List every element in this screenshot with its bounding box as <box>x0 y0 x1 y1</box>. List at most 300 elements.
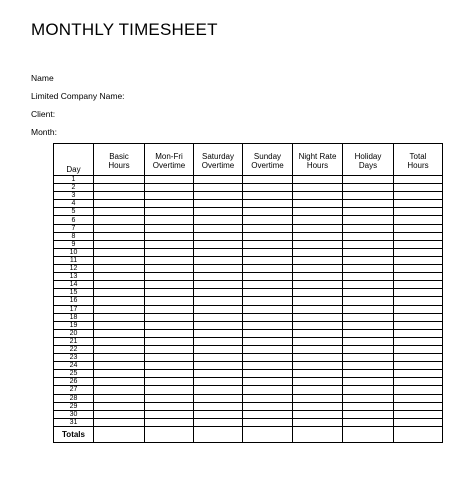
table-row <box>54 200 443 208</box>
entry-cell[interactable] <box>243 176 293 184</box>
entry-cell[interactable] <box>94 232 145 240</box>
entry-cell[interactable] <box>293 297 343 305</box>
entry-cell[interactable] <box>94 256 145 264</box>
entry-cell[interactable] <box>194 297 243 305</box>
entry-cell[interactable] <box>94 354 145 362</box>
entry-cell[interactable] <box>94 313 145 321</box>
entry-cell[interactable] <box>94 418 145 426</box>
entry-cell[interactable] <box>394 297 443 305</box>
entry-cell[interactable] <box>145 248 194 256</box>
entry-cell[interactable] <box>94 216 145 224</box>
entry-cell[interactable] <box>343 410 394 418</box>
entry-cell[interactable] <box>194 386 243 394</box>
entry-cell[interactable] <box>394 248 443 256</box>
entry-cell[interactable] <box>343 370 394 378</box>
entry-cell[interactable] <box>194 200 243 208</box>
entry-cell[interactable] <box>243 329 293 337</box>
table-row <box>54 337 443 345</box>
col-header-holiday-days: Holiday Days <box>343 144 394 176</box>
entry-cell[interactable] <box>145 184 194 192</box>
total-cell[interactable] <box>194 426 243 442</box>
entry-cell[interactable] <box>243 289 293 297</box>
entry-cell[interactable] <box>94 410 145 418</box>
entry-cell[interactable] <box>293 289 343 297</box>
entry-cell[interactable] <box>243 248 293 256</box>
entry-cell[interactable] <box>293 313 343 321</box>
entry-cell[interactable] <box>94 297 145 305</box>
entry-cell[interactable] <box>194 248 243 256</box>
entry-cell[interactable] <box>343 337 394 345</box>
entry-cell[interactable] <box>243 273 293 281</box>
entry-cell[interactable] <box>94 329 145 337</box>
entry-cell[interactable] <box>394 273 443 281</box>
entry-cell[interactable] <box>343 265 394 273</box>
table-row <box>54 410 443 418</box>
totals-label: Totals <box>54 426 94 442</box>
day-number: 21 <box>54 337 94 345</box>
entry-cell[interactable] <box>94 394 145 402</box>
entry-cell[interactable] <box>194 378 243 386</box>
entry-cell[interactable] <box>293 402 343 410</box>
entry-cell[interactable] <box>243 192 293 200</box>
entry-cell[interactable] <box>293 200 343 208</box>
total-cell[interactable] <box>243 426 293 442</box>
entry-cell[interactable] <box>194 313 243 321</box>
entry-cell[interactable] <box>394 305 443 313</box>
table-row <box>54 240 443 248</box>
entry-cell[interactable] <box>243 418 293 426</box>
table-row <box>54 313 443 321</box>
day-number: 7 <box>54 224 94 232</box>
entry-cell[interactable] <box>94 362 145 370</box>
table-row <box>54 305 443 313</box>
name-label: Name <box>31 73 54 83</box>
entry-cell[interactable] <box>243 394 293 402</box>
entry-cell[interactable] <box>293 418 343 426</box>
entry-cell[interactable] <box>293 273 343 281</box>
entry-cell[interactable] <box>394 289 443 297</box>
timesheet-table <box>53 143 443 443</box>
entry-cell[interactable] <box>145 394 194 402</box>
entry-cell[interactable] <box>293 410 343 418</box>
entry-cell[interactable] <box>293 184 343 192</box>
entry-cell[interactable] <box>394 337 443 345</box>
entry-cell[interactable] <box>293 370 343 378</box>
entry-cell[interactable] <box>394 200 443 208</box>
entry-cell[interactable] <box>145 386 194 394</box>
total-cell[interactable] <box>394 426 443 442</box>
entry-cell[interactable] <box>243 297 293 305</box>
entry-cell[interactable] <box>145 232 194 240</box>
entry-cell[interactable] <box>394 208 443 216</box>
entry-cell[interactable] <box>293 256 343 264</box>
entry-cell[interactable] <box>343 354 394 362</box>
entry-cell[interactable] <box>194 337 243 345</box>
entry-cell[interactable] <box>343 273 394 281</box>
entry-cell[interactable] <box>394 386 443 394</box>
total-cell[interactable] <box>94 426 145 442</box>
total-cell[interactable] <box>293 426 343 442</box>
day-number: 16 <box>54 297 94 305</box>
table-row <box>54 289 443 297</box>
entry-cell[interactable] <box>243 313 293 321</box>
entry-cell[interactable] <box>343 176 394 184</box>
entry-cell[interactable] <box>94 305 145 313</box>
day-number: 1 <box>54 176 94 184</box>
entry-cell[interactable] <box>145 297 194 305</box>
entry-cell[interactable] <box>343 232 394 240</box>
entry-cell[interactable] <box>145 329 194 337</box>
entry-cell[interactable] <box>194 289 243 297</box>
entry-cell[interactable] <box>145 281 194 289</box>
entry-cell[interactable] <box>94 345 145 353</box>
table-row <box>54 378 443 386</box>
entry-cell[interactable] <box>194 305 243 313</box>
entry-cell[interactable] <box>243 240 293 248</box>
entry-cell[interactable] <box>194 321 243 329</box>
entry-cell[interactable] <box>145 305 194 313</box>
entry-cell[interactable] <box>94 208 145 216</box>
month-label: Month: <box>31 127 57 137</box>
table-row <box>54 321 443 329</box>
day-number: 23 <box>54 354 94 362</box>
entry-cell[interactable] <box>145 418 194 426</box>
entry-cell[interactable] <box>145 273 194 281</box>
day-number: 26 <box>54 378 94 386</box>
entry-cell[interactable] <box>94 192 145 200</box>
entry-cell[interactable] <box>194 329 243 337</box>
day-number: 28 <box>54 394 94 402</box>
table-row <box>54 224 443 232</box>
col-header-basic-hours: Basic Hours <box>94 144 145 176</box>
entry-cell[interactable] <box>243 321 293 329</box>
day-number: 13 <box>54 273 94 281</box>
entry-cell[interactable] <box>243 224 293 232</box>
day-number: 9 <box>54 240 94 248</box>
entry-cell[interactable] <box>394 402 443 410</box>
entry-cell[interactable] <box>394 216 443 224</box>
table-row <box>54 297 443 305</box>
table-row <box>54 176 443 184</box>
table-row <box>54 362 443 370</box>
table-row <box>54 192 443 200</box>
day-number: 24 <box>54 362 94 370</box>
entry-cell[interactable] <box>394 394 443 402</box>
table-row <box>54 386 443 394</box>
entry-cell[interactable] <box>94 176 145 184</box>
entry-cell[interactable] <box>145 410 194 418</box>
entry-cell[interactable] <box>145 378 194 386</box>
table-row <box>54 281 443 289</box>
entry-cell[interactable] <box>343 321 394 329</box>
entry-cell[interactable] <box>394 370 443 378</box>
entry-cell[interactable] <box>194 281 243 289</box>
entry-cell[interactable] <box>293 362 343 370</box>
entry-cell[interactable] <box>343 208 394 216</box>
entry-cell[interactable] <box>293 232 343 240</box>
entry-cell[interactable] <box>343 192 394 200</box>
entry-cell[interactable] <box>243 337 293 345</box>
table-row <box>54 329 443 337</box>
entry-cell[interactable] <box>343 184 394 192</box>
entry-cell[interactable] <box>293 329 343 337</box>
entry-cell[interactable] <box>343 248 394 256</box>
entry-cell[interactable] <box>343 362 394 370</box>
entry-cell[interactable] <box>293 192 343 200</box>
day-number: 20 <box>54 329 94 337</box>
day-number: 30 <box>54 410 94 418</box>
entry-cell[interactable] <box>145 402 194 410</box>
entry-cell[interactable] <box>243 208 293 216</box>
entry-cell[interactable] <box>394 192 443 200</box>
entry-cell[interactable] <box>394 176 443 184</box>
header-row <box>54 144 443 176</box>
table-row <box>54 370 443 378</box>
entry-cell[interactable] <box>145 176 194 184</box>
entry-cell[interactable] <box>94 224 145 232</box>
entry-cell[interactable] <box>194 256 243 264</box>
entry-cell[interactable] <box>394 256 443 264</box>
entry-cell[interactable] <box>94 184 145 192</box>
day-number: 6 <box>54 216 94 224</box>
table-row <box>54 345 443 353</box>
entry-cell[interactable] <box>293 345 343 353</box>
entry-cell[interactable] <box>243 386 293 394</box>
table-row <box>54 418 443 426</box>
entry-cell[interactable] <box>243 410 293 418</box>
entry-cell[interactable] <box>194 216 243 224</box>
entry-cell[interactable] <box>293 224 343 232</box>
entry-cell[interactable] <box>194 273 243 281</box>
entry-cell[interactable] <box>194 240 243 248</box>
entry-cell[interactable] <box>194 192 243 200</box>
day-number: 17 <box>54 305 94 313</box>
timesheet-body <box>54 176 443 443</box>
entry-cell[interactable] <box>194 370 243 378</box>
entry-cell[interactable] <box>293 386 343 394</box>
table-row <box>54 248 443 256</box>
entry-cell[interactable] <box>94 378 145 386</box>
col-header-total-hours: Total Hours <box>394 144 443 176</box>
entry-cell[interactable] <box>343 281 394 289</box>
header-fields <box>31 69 125 141</box>
entry-cell[interactable] <box>145 337 194 345</box>
entry-cell[interactable] <box>293 321 343 329</box>
entry-cell[interactable] <box>94 370 145 378</box>
entry-cell[interactable] <box>394 184 443 192</box>
entry-cell[interactable] <box>394 313 443 321</box>
entry-cell[interactable] <box>394 362 443 370</box>
entry-cell[interactable] <box>194 418 243 426</box>
company-name-label: Limited Company Name: <box>31 91 125 101</box>
table-row <box>54 273 443 281</box>
day-number: 29 <box>54 402 94 410</box>
entry-cell[interactable] <box>145 265 194 273</box>
entry-cell[interactable] <box>94 289 145 297</box>
entry-cell[interactable] <box>94 402 145 410</box>
entry-cell[interactable] <box>293 216 343 224</box>
entry-cell[interactable] <box>145 240 194 248</box>
entry-cell[interactable] <box>243 184 293 192</box>
entry-cell[interactable] <box>145 321 194 329</box>
entry-cell[interactable] <box>145 224 194 232</box>
entry-cell[interactable] <box>243 281 293 289</box>
day-number: 2 <box>54 184 94 192</box>
entry-cell[interactable] <box>194 402 243 410</box>
entry-cell[interactable] <box>194 362 243 370</box>
entry-cell[interactable] <box>243 370 293 378</box>
table-row <box>54 394 443 402</box>
entry-cell[interactable] <box>293 265 343 273</box>
day-number: 5 <box>54 208 94 216</box>
entry-cell[interactable] <box>343 394 394 402</box>
entry-cell[interactable] <box>343 345 394 353</box>
entry-cell[interactable] <box>293 305 343 313</box>
table-row <box>54 232 443 240</box>
table-row <box>54 354 443 362</box>
entry-cell[interactable] <box>343 402 394 410</box>
entry-cell[interactable] <box>343 224 394 232</box>
entry-cell[interactable] <box>145 192 194 200</box>
entry-cell[interactable] <box>394 329 443 337</box>
entry-cell[interactable] <box>343 305 394 313</box>
col-header-day: Day <box>54 144 94 176</box>
entry-cell[interactable] <box>394 232 443 240</box>
day-number: 4 <box>54 200 94 208</box>
page-title: MONTHLY TIMESHEET <box>31 20 218 39</box>
entry-cell[interactable] <box>343 329 394 337</box>
entry-cell[interactable] <box>394 410 443 418</box>
entry-cell[interactable] <box>194 184 243 192</box>
table-row <box>54 402 443 410</box>
entry-cell[interactable] <box>94 200 145 208</box>
entry-cell[interactable] <box>194 176 243 184</box>
day-number: 15 <box>54 289 94 297</box>
entry-cell[interactable] <box>394 224 443 232</box>
entry-cell[interactable] <box>293 281 343 289</box>
entry-cell[interactable] <box>243 378 293 386</box>
entry-cell[interactable] <box>243 232 293 240</box>
day-number: 14 <box>54 281 94 289</box>
entry-cell[interactable] <box>394 321 443 329</box>
table-row <box>54 208 443 216</box>
day-number: 25 <box>54 370 94 378</box>
entry-cell[interactable] <box>94 337 145 345</box>
col-header-night-rate-hours: Night Rate Hours <box>293 144 343 176</box>
entry-cell[interactable] <box>145 354 194 362</box>
entry-cell[interactable] <box>293 208 343 216</box>
client-label: Client: <box>31 109 56 119</box>
col-header-saturday-overtime: Saturday Overtime <box>194 144 243 176</box>
entry-cell[interactable] <box>243 362 293 370</box>
entry-cell[interactable] <box>194 265 243 273</box>
day-number: 11 <box>54 256 94 264</box>
entry-cell[interactable] <box>94 281 145 289</box>
entry-cell[interactable] <box>293 240 343 248</box>
table-row <box>54 256 443 264</box>
entry-cell[interactable] <box>343 297 394 305</box>
entry-cell[interactable] <box>293 354 343 362</box>
entry-cell[interactable] <box>94 240 145 248</box>
entry-cell[interactable] <box>145 216 194 224</box>
entry-cell[interactable] <box>293 176 343 184</box>
table-row <box>54 184 443 192</box>
entry-cell[interactable] <box>94 273 145 281</box>
entry-cell[interactable] <box>293 248 343 256</box>
total-cell[interactable] <box>145 426 194 442</box>
entry-cell[interactable] <box>394 345 443 353</box>
entry-cell[interactable] <box>343 256 394 264</box>
entry-cell[interactable] <box>194 345 243 353</box>
entry-cell[interactable] <box>343 289 394 297</box>
entry-cell[interactable] <box>394 418 443 426</box>
entry-cell[interactable] <box>145 200 194 208</box>
entry-cell[interactable] <box>145 256 194 264</box>
total-cell[interactable] <box>343 426 394 442</box>
entry-cell[interactable] <box>194 354 243 362</box>
day-number: 27 <box>54 386 94 394</box>
entry-cell[interactable] <box>343 240 394 248</box>
col-header-sunday-overtime: Sunday Overtime <box>243 144 293 176</box>
entry-cell[interactable] <box>194 208 243 216</box>
entry-cell[interactable] <box>243 216 293 224</box>
entry-cell[interactable] <box>243 305 293 313</box>
table-row <box>54 216 443 224</box>
entry-cell[interactable] <box>145 345 194 353</box>
entry-cell[interactable] <box>94 321 145 329</box>
entry-cell[interactable] <box>145 208 194 216</box>
entry-cell[interactable] <box>194 410 243 418</box>
col-header-mon-fri-overtime: Mon-Fri Overtime <box>145 144 194 176</box>
entry-cell[interactable] <box>394 354 443 362</box>
totals-row <box>54 426 443 442</box>
entry-cell[interactable] <box>343 386 394 394</box>
entry-cell[interactable] <box>293 337 343 345</box>
table-row <box>54 265 443 273</box>
entry-cell[interactable] <box>145 362 194 370</box>
entry-cell[interactable] <box>145 313 194 321</box>
entry-cell[interactable] <box>394 265 443 273</box>
entry-cell[interactable] <box>394 378 443 386</box>
entry-cell[interactable] <box>194 224 243 232</box>
entry-cell[interactable] <box>94 248 145 256</box>
day-number: 31 <box>54 418 94 426</box>
entry-cell[interactable] <box>243 402 293 410</box>
entry-cell[interactable] <box>94 386 145 394</box>
entry-cell[interactable] <box>145 289 194 297</box>
entry-cell[interactable] <box>343 418 394 426</box>
entry-cell[interactable] <box>243 265 293 273</box>
entry-cell[interactable] <box>394 281 443 289</box>
entry-cell[interactable] <box>293 394 343 402</box>
entry-cell[interactable] <box>343 216 394 224</box>
entry-cell[interactable] <box>343 200 394 208</box>
entry-cell[interactable] <box>243 345 293 353</box>
day-number: 18 <box>54 313 94 321</box>
entry-cell[interactable] <box>243 200 293 208</box>
entry-cell[interactable] <box>145 370 194 378</box>
entry-cell[interactable] <box>243 354 293 362</box>
entry-cell[interactable] <box>394 240 443 248</box>
entry-cell[interactable] <box>343 313 394 321</box>
entry-cell[interactable] <box>343 378 394 386</box>
entry-cell[interactable] <box>194 232 243 240</box>
day-number: 10 <box>54 248 94 256</box>
entry-cell[interactable] <box>243 256 293 264</box>
entry-cell[interactable] <box>94 265 145 273</box>
entry-cell[interactable] <box>293 378 343 386</box>
entry-cell[interactable] <box>194 394 243 402</box>
